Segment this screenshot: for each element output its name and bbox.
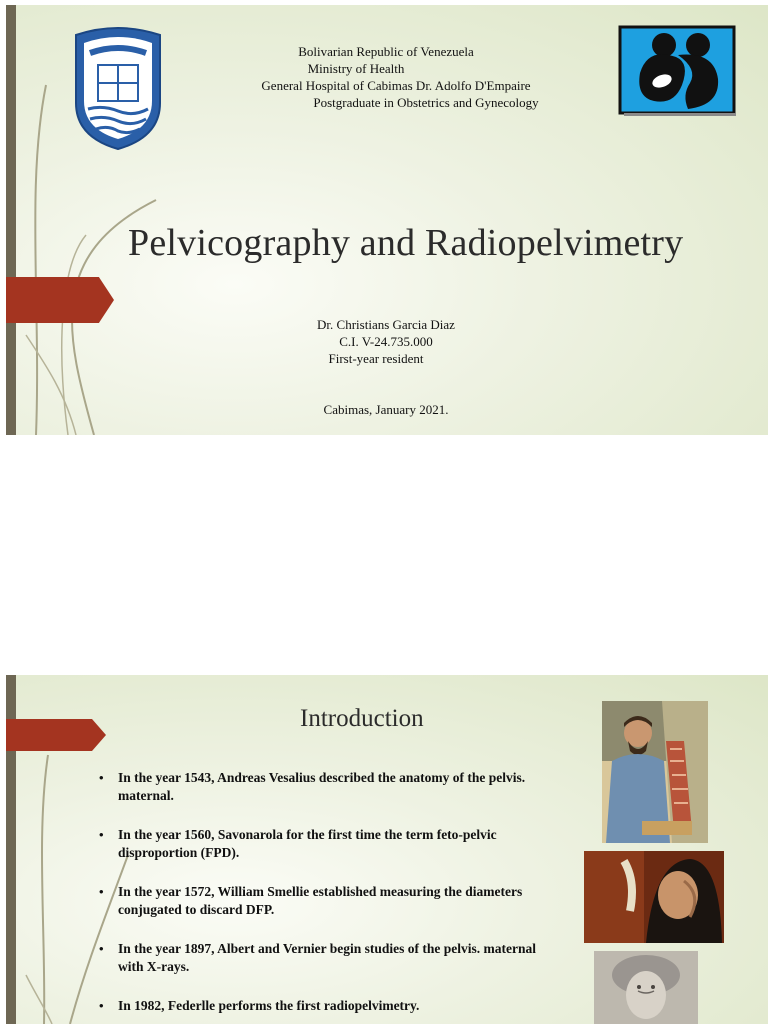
- list-item: • In the year 1560, Savonarola for the first time the term feto-pelvic disproportion (FPD).: [99, 826, 559, 862]
- institution-line-4: Postgraduate in Obstetrics and Gynecology: [313, 95, 539, 110]
- list-item: • In 1982, Federlle performs the first radiopelvimetry.: [99, 997, 559, 1015]
- smellie-portrait: [594, 951, 698, 1024]
- introduction-slide: [6, 675, 768, 1024]
- history-bullet-list: [99, 769, 559, 1024]
- presentation-title: Pelvicography and Radiopelvimetry: [128, 222, 684, 264]
- section-marker-arrow: [6, 277, 114, 323]
- list-item: • In the year 1897, Albert and Vernier begin studies of the pelvis. maternal with X-rays.: [99, 940, 559, 976]
- savonarola-portrait: [584, 851, 724, 943]
- author-id: C.I. V-24.735.000: [339, 334, 433, 349]
- university-seal-logo: [68, 25, 168, 153]
- author-role: First-year resident: [328, 351, 424, 366]
- place-date: Cabimas, January 2021.: [323, 402, 449, 417]
- list-item: • In the year 1572, William Smellie established measuring the diameters conjugated to discard DFP.: [99, 883, 559, 919]
- institution-line-3: General Hospital of Cabimas Dr. Adolfo D'Empaire: [261, 78, 531, 93]
- institution-line-1: Bolivarian Republic of Venezuela: [298, 44, 474, 59]
- institution-line-2: Ministry of Health: [307, 61, 405, 76]
- vesalius-portrait: [602, 701, 708, 843]
- section-title: Introduction: [300, 705, 424, 732]
- author-name: Dr. Christians Garcia Diaz: [317, 317, 455, 332]
- title-slide: [6, 5, 768, 435]
- section-marker-arrow: [6, 719, 106, 751]
- obstetrics-logo: [618, 25, 738, 117]
- list-item: • In the year 1543, Andreas Vesalius described the anatomy of the pelvis. maternal.: [99, 769, 559, 805]
